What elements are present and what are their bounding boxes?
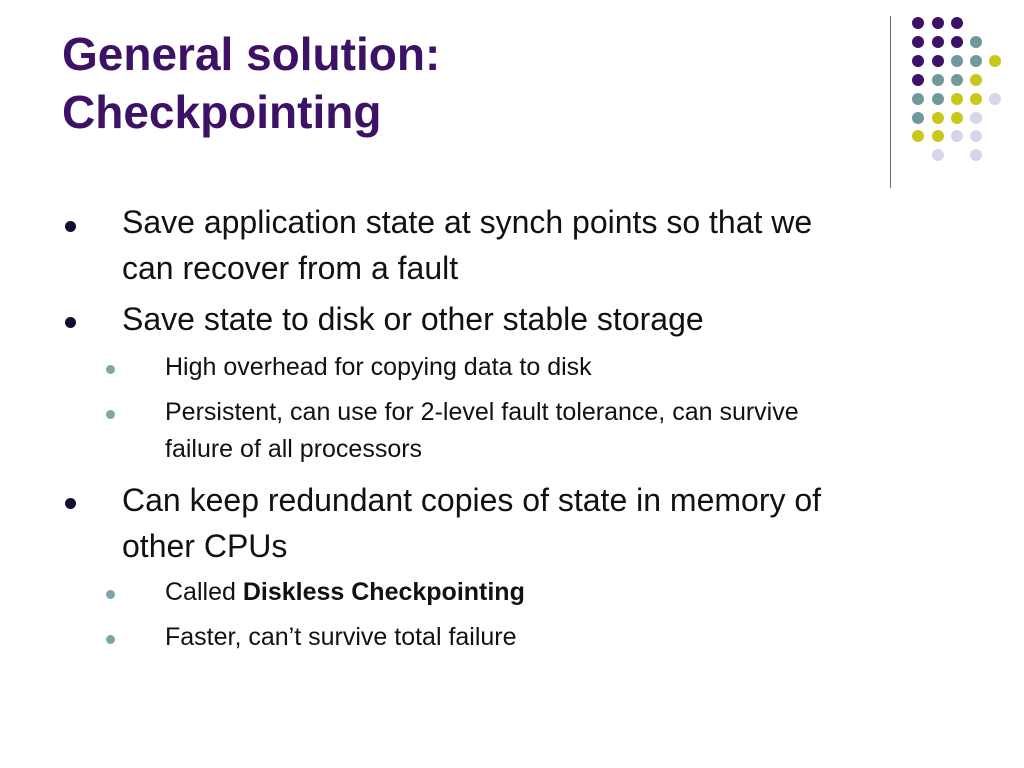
bullet-text-line: Can keep redundant copies of state in memory of	[122, 482, 822, 518]
sub-bullet-marker	[106, 365, 115, 374]
bullet-text-line: Save application state at synch points so that we	[122, 204, 813, 240]
slide-title-line-1: General solution:	[62, 28, 441, 80]
bullet-item	[122, 477, 962, 569]
sub-bullet-text-emphasis: Diskless Checkpointing	[242, 578, 525, 606]
sub-bullet-text-prefix: Called	[165, 578, 243, 606]
sub-bullet-marker	[106, 635, 115, 644]
bullet-marker	[65, 498, 76, 509]
sub-bullet-text-line: Persistent, can use for 2-level fault tolerance, can survive	[165, 398, 799, 426]
sub-bullet-marker	[106, 590, 115, 599]
sub-bullet-text-line: Faster, can’t survive total failure	[165, 623, 517, 651]
bullet-text-line: Save state to disk or other stable storage	[122, 301, 704, 337]
bullet-marker	[65, 317, 76, 328]
sub-bullet-text-line	[165, 574, 985, 611]
bullet-text-line: can recover from a fault	[122, 250, 459, 286]
bullet-marker	[65, 221, 76, 232]
slide-title-line-2: Checkpointing	[62, 86, 382, 138]
sub-bullet-marker	[106, 410, 115, 419]
sub-bullet-item	[165, 619, 985, 656]
bullet-text-line: other CPUs	[122, 528, 288, 564]
sub-bullet-text-line: High overhead for copying data to disk	[165, 353, 592, 381]
sub-bullet-item	[165, 574, 985, 611]
sub-bullet-item	[165, 394, 985, 468]
sub-bullet-text-line: failure of all processors	[165, 435, 423, 463]
bullet-item	[122, 296, 962, 342]
sub-bullet-item	[165, 349, 985, 386]
bullet-item	[122, 199, 962, 291]
